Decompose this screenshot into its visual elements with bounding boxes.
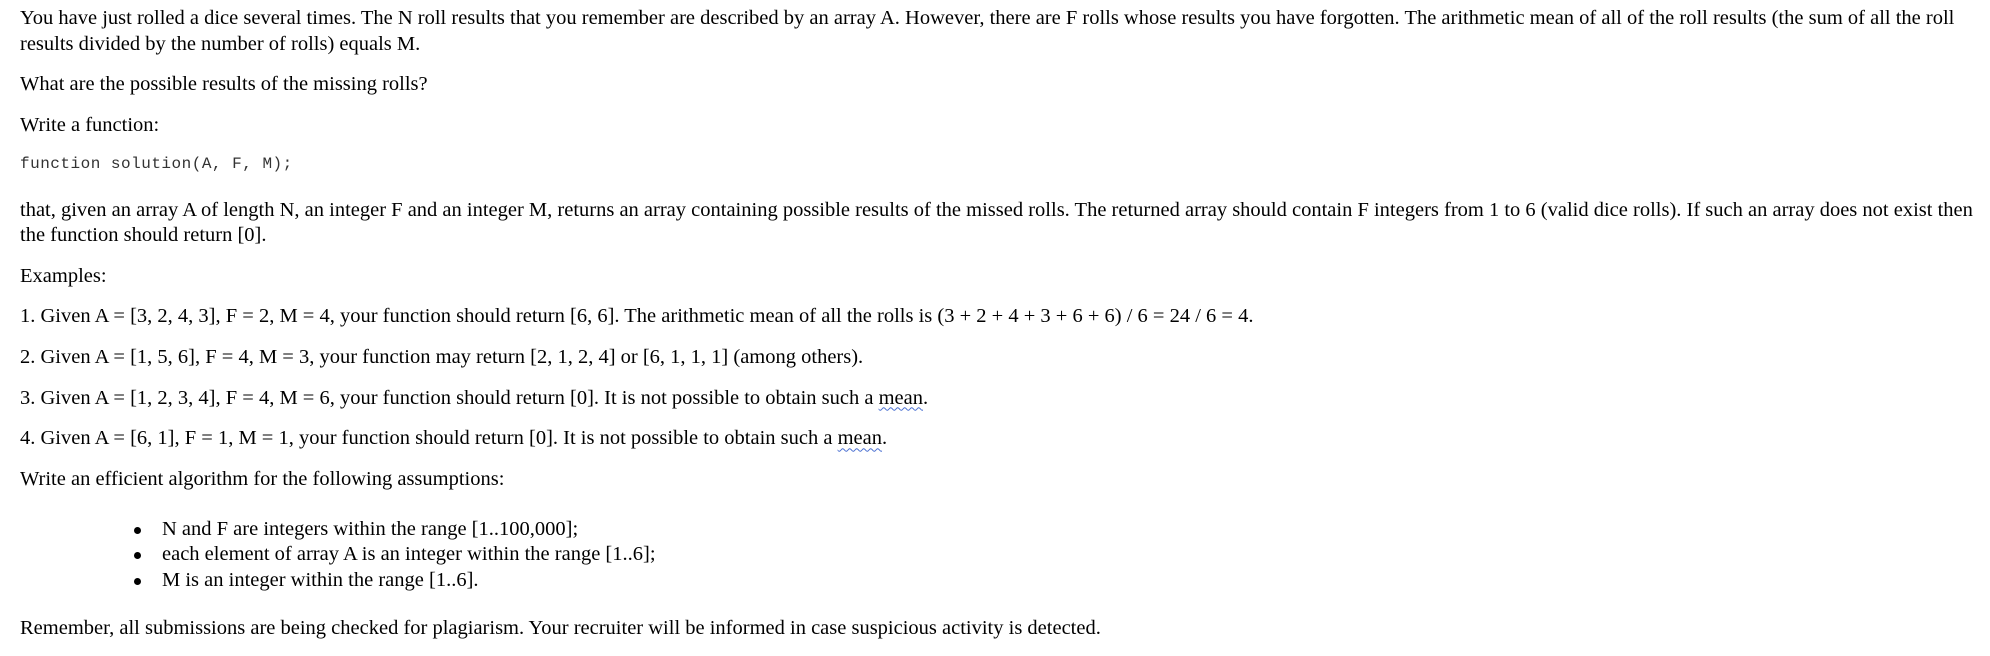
spellcheck-marked-word: mean	[878, 386, 924, 409]
assumptions-heading: Write an efficient algorithm for the following assumptions:	[20, 467, 505, 490]
plagiarism-notice: Remember, all submissions are being checked for plagiarism. Your recruiter will be informed in case suspicious activity is detected.	[20, 616, 1101, 639]
examples-heading: Examples:	[20, 264, 107, 287]
example-3: 3. Given A = [1, 2, 3, 4], F = 4, M = 6, your function should return [0]. It is not possible to obtain such a mean.	[20, 386, 929, 409]
spellcheck-marked-word: mean	[837, 427, 883, 450]
assumption-item: M is an integer within the range [1..6].	[162, 568, 1974, 594]
example-1: 1. Given A = [3, 2, 4, 3], F = 2, M = 4, your function should return [6, 6]. The arithmetic mean of all the rolls is (3 + 2 + 4 + 3 + 6 + 6) / 6 = 24 / 6 = 4.	[20, 305, 1254, 328]
example-2: 2. Given A = [1, 5, 6], F = 4, M = 3, your function may return [2, 1, 2, 4] or [6, 1, 1, 1] (among others).	[20, 346, 864, 368]
function-signature: function solution(A, F, M);	[20, 154, 293, 173]
assumption-item: N and F are integers within the range [1..100,000];	[162, 517, 1974, 543]
description-paragraph: that, given an array A of length N, an integer F and an integer M, returns an array containing possible results of the missed rolls. The returned array should contain F integers from 1 to 6 (valid dice rolls). If such an array does not exist then the function should return [0].	[20, 198, 1973, 247]
question-paragraph: What are the possible results of the missing rolls?	[20, 73, 428, 96]
example-4: 4. Given A = [6, 1], F = 1, M = 1, your function should return [0]. It is not possible to obtain such a mean.	[20, 427, 888, 450]
assumptions-list	[20, 517, 1974, 594]
assumption-item: each element of array A is an integer within the range [1..6];	[162, 542, 1974, 568]
intro-paragraph: You have just rolled a dice several times. The N roll results that you remember are described by an array A. However, there are F rolls whose results you have forgotten. The arithmetic mean of all of the roll results (the sum of all the roll results divided by the number of rolls) equals M.	[20, 7, 1955, 55]
write-function-paragraph: Write a function:	[20, 113, 160, 136]
